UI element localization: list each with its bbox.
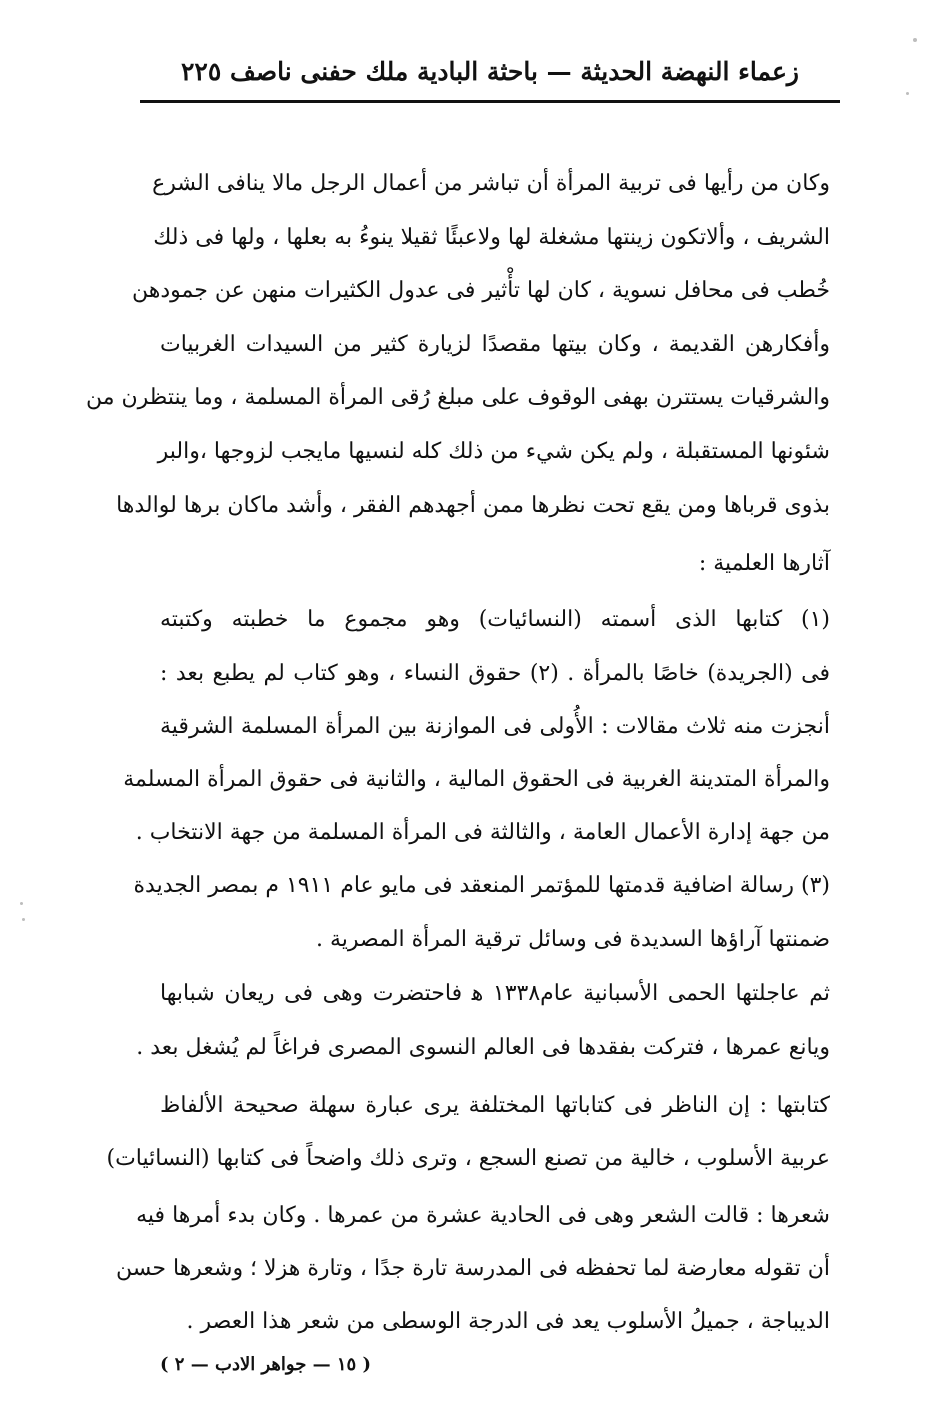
text-line: شعرها : قالت الشعر وهى فى الحادية عشرة من عمرها . وكان بدء أمرها فيه: [136, 1203, 830, 1228]
text-line: بذوى قرباها ومن يقع تحت نظرها ممن أجهدهم الفقر ، وأشد ماكان برها لوالدها: [116, 493, 830, 518]
scan-speck: [20, 902, 23, 905]
text-line: أن تقوله معارضة لما تحفظه فى المدرسة تارة جدًا ، وتارة هزلا ؛ وشعرها حسن: [115, 1256, 830, 1281]
text-line: والمرأة المتدينة الغربية فى الحقوق المالية ، والثانية فى حقوق المرأة المسلمة: [123, 767, 830, 792]
text-line: ثم عاجلتها الحمى الأسبانية عام١٣٣٨ ﻫ فاحتضرت وهى فى ريعان شبابها: [160, 981, 831, 1006]
scan-speck: [22, 918, 25, 921]
text-line: عربية الأسلوب ، خالية من تصنع السجع ، وترى ذلك واضحاً فى كتابها (النسائيات): [106, 1146, 830, 1171]
header-rule: [140, 100, 840, 103]
text-line: وكان من رأيها فى تربية المرأة أن تباشر من أعمال الرجل مالا ينافى الشرع: [152, 171, 830, 196]
text-line: وأفكارهن القديمة ، وكان بيتها مقصدًا لزيارة كثير من السيدات الغربيات: [160, 332, 830, 357]
text-line: (٣) رسالة اضافية قدمتها للمؤتمر المنعقد فى مايو عام ١٩١١ م بمصر الجديدة: [133, 873, 830, 898]
text-line: شئونها المستقبلة ، ولم يكن شيء من ذلك كله لنسيها مايجب لزوجها ،والبر: [157, 439, 830, 464]
running-header: زعماء النهضة الحديثة — باحثة البادية ملك حفنى ناصف ٢٢٥: [181, 57, 799, 86]
text-line: فى (الجريدة) خاصًا بالمرأة . (٢) حقوق النساء ، وهو كتاب لم يطبع بعد :: [160, 661, 830, 686]
text-line: (١) كتابها الذى أسمته (النسائيات) وهو مجموع ما خطبته وكتبته: [160, 607, 830, 632]
scan-speck: [913, 38, 917, 42]
section-heading: آثارها العلمية :: [698, 551, 830, 576]
text-line: خُطب فى محافل نسوية ، كان لها تأْثير فى عدول الكثيرات منهن عن جمودهن: [132, 278, 830, 303]
signature-mark: ( ١٥ — جواهر الادب — ٢ ): [160, 1354, 372, 1375]
text-line: والشرقيات يستترن بهفى الوقوف على مبلغ رُقى المرأة المسلمة ، وما ينتظرن من: [85, 385, 830, 410]
text-line: من جهة إدارة الأعمال العامة ، والثالثة فى المرأة المسلمة من جهة الانتخاب .: [135, 820, 830, 845]
text-line: ضمنتها آراؤها السديدة فى وسائل ترقية المرأة المصرية .: [315, 927, 830, 952]
text-line: الشريف ، وألاتكون زينتها مشغلة لها ولاعبئًا ثقيلا ينوءُ به بعلها ، ولها فى ذلك: [153, 225, 830, 250]
text-line: كتابتها : إن الناظر فى كتاباتها المختلفة يرى عبارة سهلة صحيحة الألفاظ: [160, 1093, 830, 1118]
text-line: الديباجة ، جميلُ الأسلوب يعد فى الدرجة الوسطى من شعر هذا العصر .: [186, 1309, 830, 1334]
text-line: أنجزت منه ثلاث مقالات : الأُولى فى الموازنة بين المرأة المسلمة الشرقية: [160, 714, 830, 739]
text-line: ويانع عمرها ، فتركت بفقدها فى العالم النسوى المصرى فراغاً لم يُشغل بعد .: [136, 1035, 830, 1060]
scan-speck: [906, 92, 909, 95]
